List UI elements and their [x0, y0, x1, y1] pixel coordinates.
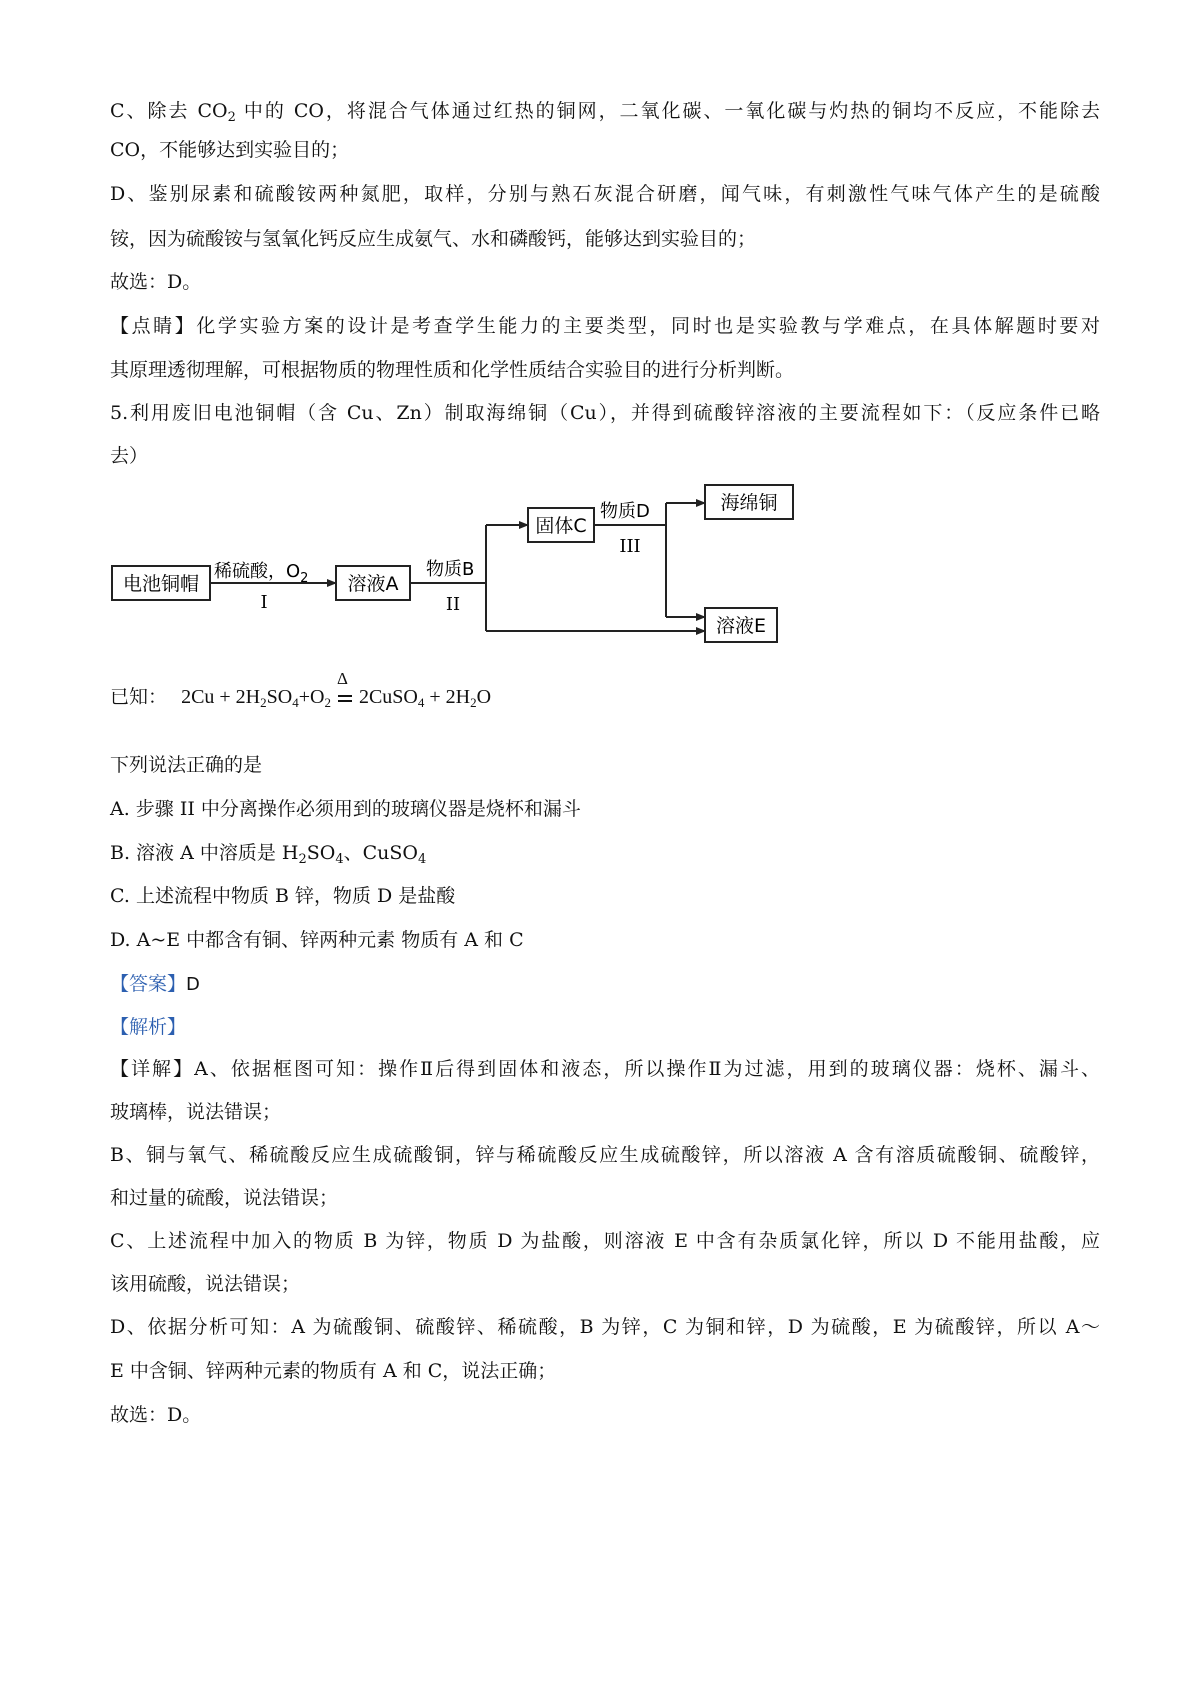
option-c: C. 上述流程中物质 B 锌，物质 D 是盐酸 — [110, 885, 456, 907]
svg-text:溶液A: 溶液A — [347, 573, 399, 595]
box-sponge-copper — [705, 485, 793, 519]
svg-text:电池铜帽: 电池铜帽 — [122, 573, 200, 595]
analysis-label: 【解析】 — [110, 1016, 187, 1038]
option-b: B. 溶液 A 中溶质是 $H_2SO_4$、CuSO$_4$ — [110, 842, 427, 867]
step-3-label: 物质D — [600, 501, 650, 522]
previous-choice: 故选：D。 — [110, 271, 202, 293]
heat-condition: Δ — [336, 669, 348, 688]
svg-text:溶液E: 溶液E — [715, 615, 767, 637]
detail-d-line2: E 中含铜、锌两种元素的物质有 A 和 C，说法正确； — [110, 1360, 557, 1382]
explanation-c-line2: CO，不能够达到实验目的； — [110, 139, 350, 161]
answer-label: 【答案】 — [110, 973, 187, 995]
svg-text:海绵铜: 海绵铜 — [720, 492, 778, 514]
step-1-label: 稀硫酸，$O_2$ — [214, 561, 309, 586]
detail-c-line1: C、上述流程中加入的物质 B 为锌，物质 D 为盐酸，则溶液 E 中含有杂质氯化锌，所以 D 不能用盐酸，应 — [110, 1230, 1100, 1252]
box-solution-a — [336, 566, 410, 600]
step-1-number: I — [260, 592, 268, 613]
tip-line1: 【点睛】化学实验方案的设计是考查学生能力的主要类型，同时也是实验教与学难点，在具体解题时要对 — [110, 315, 1100, 337]
detail-d-line1: D、依据分析可知：A 为硫酸铜、硫酸锌、稀硫酸，B 为锌，C 为铜和锌，D 为硫酸，E 为硫酸锌，所以 A～ — [110, 1316, 1100, 1338]
detail-b-line1: B、铜与氧气、稀硫酸反应生成硫酸铜，锌与稀硫酸反应生成硫酸锌，所以溶液 A 含有溶质硫酸铜、硫酸锌， — [110, 1144, 1100, 1166]
detail-c-line2: 该用硫酸，说法错误； — [110, 1273, 301, 1295]
box-battery-cap — [112, 566, 210, 600]
detail-a-line1: 【详解】A、依据框图可知：操作Ⅱ后得到固体和液态，所以操作Ⅱ为过滤，用到的玻璃仪器：烧杯、漏斗、 — [110, 1058, 1100, 1080]
step-3-number: III — [619, 536, 641, 557]
box-solid-c — [528, 508, 594, 542]
box-solution-e — [705, 608, 777, 642]
step-2-label: 物质B — [426, 559, 475, 580]
answer-line — [110, 971, 1100, 998]
process-flowchart — [108, 492, 888, 705]
step-2-number: II — [445, 594, 461, 615]
question-5-line2: 去） — [110, 445, 149, 467]
tip-line2: 其原理透彻理解，可根据物质的物理性质和化学性质结合实验目的进行分析判断。 — [110, 359, 795, 381]
explanation-c-line1: C、除去 $CO_2$ 中的 CO，将混合气体通过红热的铜网，二氧化碳、一氧化碳与灼热的铜均不反应，不能除去 — [110, 100, 1100, 125]
answer-value: D — [186, 974, 200, 995]
svg-text:固体C: 固体C — [535, 515, 587, 537]
question-prompt: 下列说法正确的是 — [110, 754, 263, 776]
option-d: D. A~E 中都含有铜、锌两种元素 物质有 A 和 C — [110, 929, 524, 951]
explanation-d-line1: D、鉴别尿素和硫酸铵两种氮肥，取样，分别与熟石灰混合研磨，闻气味，有刺激性气味气体产生的是硫酸 — [110, 183, 1100, 205]
known-equation: 已知： $2Cu + 2H_2SO_4+O_2$ Δ 2CuSO$_4$ + $2H_2O$ — [110, 684, 1100, 710]
question-5-line1: 5.利用废旧电池铜帽（含 Cu、Zn）制取海绵铜（Cu），并得到硫酸锌溶液的主要流程如下：（反应条件已略 — [110, 402, 1100, 424]
detail-b-line2: 和过量的硫酸，说法错误； — [110, 1187, 339, 1209]
final-choice: 故选：D。 — [110, 1404, 202, 1426]
option-a: A. 步骤 II 中分离操作必须用到的玻璃仪器是烧杯和漏斗 — [110, 798, 581, 820]
explanation-d-line2: 铵，因为硫酸铵与氢氧化钙反应生成氨气、水和磷酸钙，能够达到实验目的； — [110, 228, 757, 250]
detail-a-line2: 玻璃棒，说法错误； — [110, 1101, 282, 1123]
